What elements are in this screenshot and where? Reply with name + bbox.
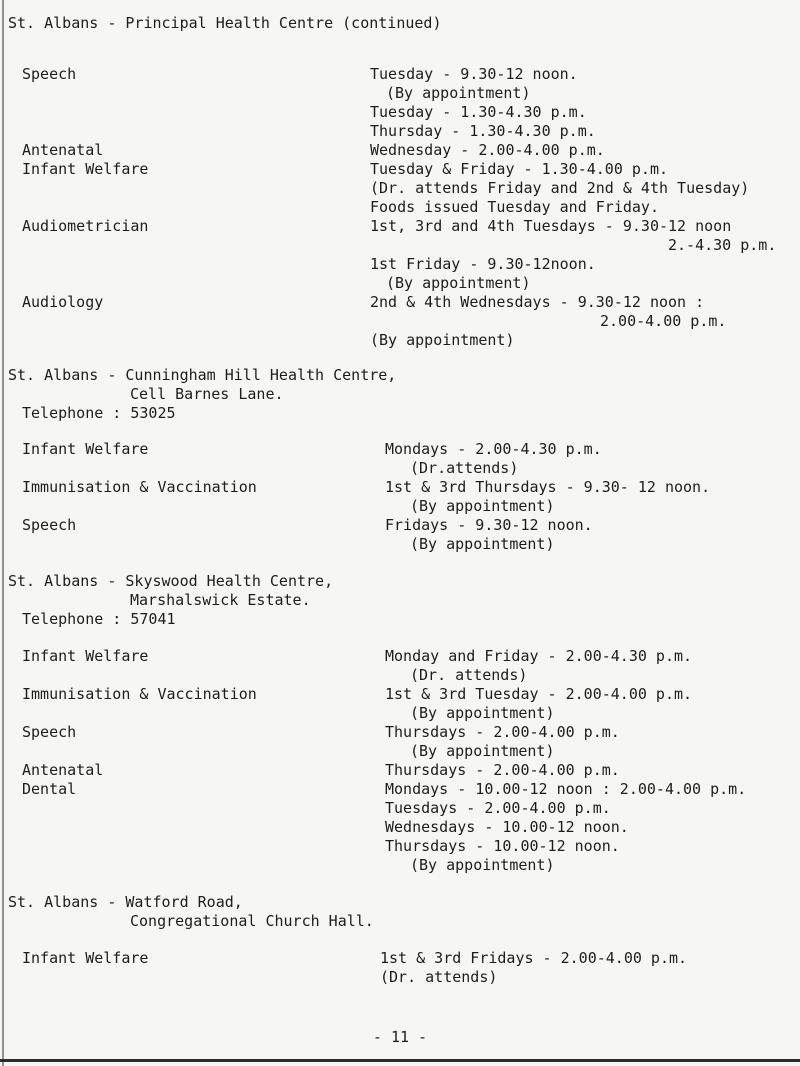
section-heading: Cell Barnes Lane. bbox=[130, 385, 284, 403]
schedule-line: Wednesday - 2.00-4.00 p.m. bbox=[370, 141, 605, 159]
service-label: Audiometrician bbox=[22, 217, 149, 235]
schedule-line: Wednesdays - 10.00-12 noon. bbox=[385, 818, 629, 836]
schedule-line: Thursdays - 2.00-4.00 p.m. bbox=[385, 761, 620, 779]
schedule-line: (By appointment) bbox=[410, 497, 555, 515]
service-label: Infant Welfare bbox=[22, 160, 149, 178]
schedule-line: Foods issued Tuesday and Friday. bbox=[370, 198, 659, 216]
telephone: Telephone : 53025 bbox=[22, 404, 176, 422]
schedule-line: Tuesday - 1.30-4.30 p.m. bbox=[370, 103, 587, 121]
telephone: Telephone : 57041 bbox=[22, 610, 176, 628]
schedule-line: (Dr.attends) bbox=[410, 459, 519, 477]
schedule-line: Thursdays - 2.00-4.00 p.m. bbox=[385, 723, 620, 741]
schedule-line: Mondays - 2.00-4.30 p.m. bbox=[385, 440, 602, 458]
service-label: Infant Welfare bbox=[22, 949, 149, 967]
schedule-line: (By appointment) bbox=[386, 274, 531, 292]
service-label: Immunisation & Vaccination bbox=[22, 685, 257, 703]
schedule-line: Tuesday & Friday - 1.30-4.00 p.m. bbox=[370, 160, 669, 178]
schedule-line: (By appointment) bbox=[410, 535, 555, 553]
schedule-line: (By appointment) bbox=[410, 704, 555, 722]
schedule-line: 2.00-4.00 p.m. bbox=[600, 312, 727, 330]
service-label: Antenatal bbox=[22, 761, 104, 779]
schedule-line: (By appointment) bbox=[370, 331, 515, 349]
section-heading: St. Albans - Watford Road, bbox=[8, 893, 243, 911]
schedule-line: (By appointment) bbox=[386, 84, 531, 102]
schedule-line: Thursday - 1.30-4.30 p.m. bbox=[370, 122, 596, 140]
page-header: St. Albans - Principal Health Centre (continued) bbox=[8, 14, 442, 32]
schedule-line: (By appointment) bbox=[410, 856, 555, 874]
section-heading: St. Albans - Skyswood Health Centre, bbox=[8, 572, 334, 590]
schedule-line: 1st & 3rd Thursdays - 9.30- 12 noon. bbox=[385, 478, 711, 496]
schedule-line: Mondays - 10.00-12 noon : 2.00-4.00 p.m. bbox=[385, 780, 747, 798]
schedule-line: 2nd & 4th Wednesdays - 9.30-12 noon : bbox=[370, 293, 705, 311]
schedule-line: 2.-4.30 p.m. bbox=[668, 236, 777, 254]
page-number: - 11 - bbox=[372, 1028, 428, 1046]
service-label: Audiology bbox=[22, 293, 104, 311]
service-label: Speech bbox=[22, 723, 77, 741]
schedule-line: (Dr. attends) bbox=[380, 968, 498, 986]
service-label: Dental bbox=[22, 780, 77, 798]
schedule-line: Tuesdays - 2.00-4.00 p.m. bbox=[385, 799, 611, 817]
schedule-line: Fridays - 9.30-12 noon. bbox=[385, 516, 593, 534]
service-label: Immunisation & Vaccination bbox=[22, 478, 257, 496]
bottom-rule bbox=[0, 1059, 800, 1062]
service-label: Infant Welfare bbox=[22, 647, 149, 665]
service-label: Antenatal bbox=[22, 141, 104, 159]
page-left-edge bbox=[2, 0, 4, 1066]
schedule-line: 1st & 3rd Tuesday - 2.00-4.00 p.m. bbox=[385, 685, 693, 703]
service-label: Speech bbox=[22, 516, 77, 534]
section-heading: St. Albans - Cunningham Hill Health Centre, bbox=[8, 366, 397, 384]
schedule-line: Tuesday - 9.30-12 noon. bbox=[370, 65, 578, 83]
schedule-line: (By appointment) bbox=[410, 742, 555, 760]
section-heading: Marshalswick Estate. bbox=[130, 591, 311, 609]
schedule-line: 1st Friday - 9.30-12noon. bbox=[370, 255, 596, 273]
schedule-line: 1st, 3rd and 4th Tuesdays - 9.30-12 noon bbox=[370, 217, 732, 235]
service-label: Speech bbox=[22, 65, 77, 83]
schedule-line: (Dr. attends) bbox=[410, 666, 528, 684]
schedule-line: 1st & 3rd Fridays - 2.00-4.00 p.m. bbox=[380, 949, 688, 967]
schedule-line: Thursdays - 10.00-12 noon. bbox=[385, 837, 620, 855]
schedule-line: (Dr. attends Friday and 2nd & 4th Tuesday) bbox=[370, 179, 750, 197]
service-label: Infant Welfare bbox=[22, 440, 149, 458]
section-heading: Congregational Church Hall. bbox=[130, 912, 374, 930]
schedule-line: Monday and Friday - 2.00-4.30 p.m. bbox=[385, 647, 693, 665]
